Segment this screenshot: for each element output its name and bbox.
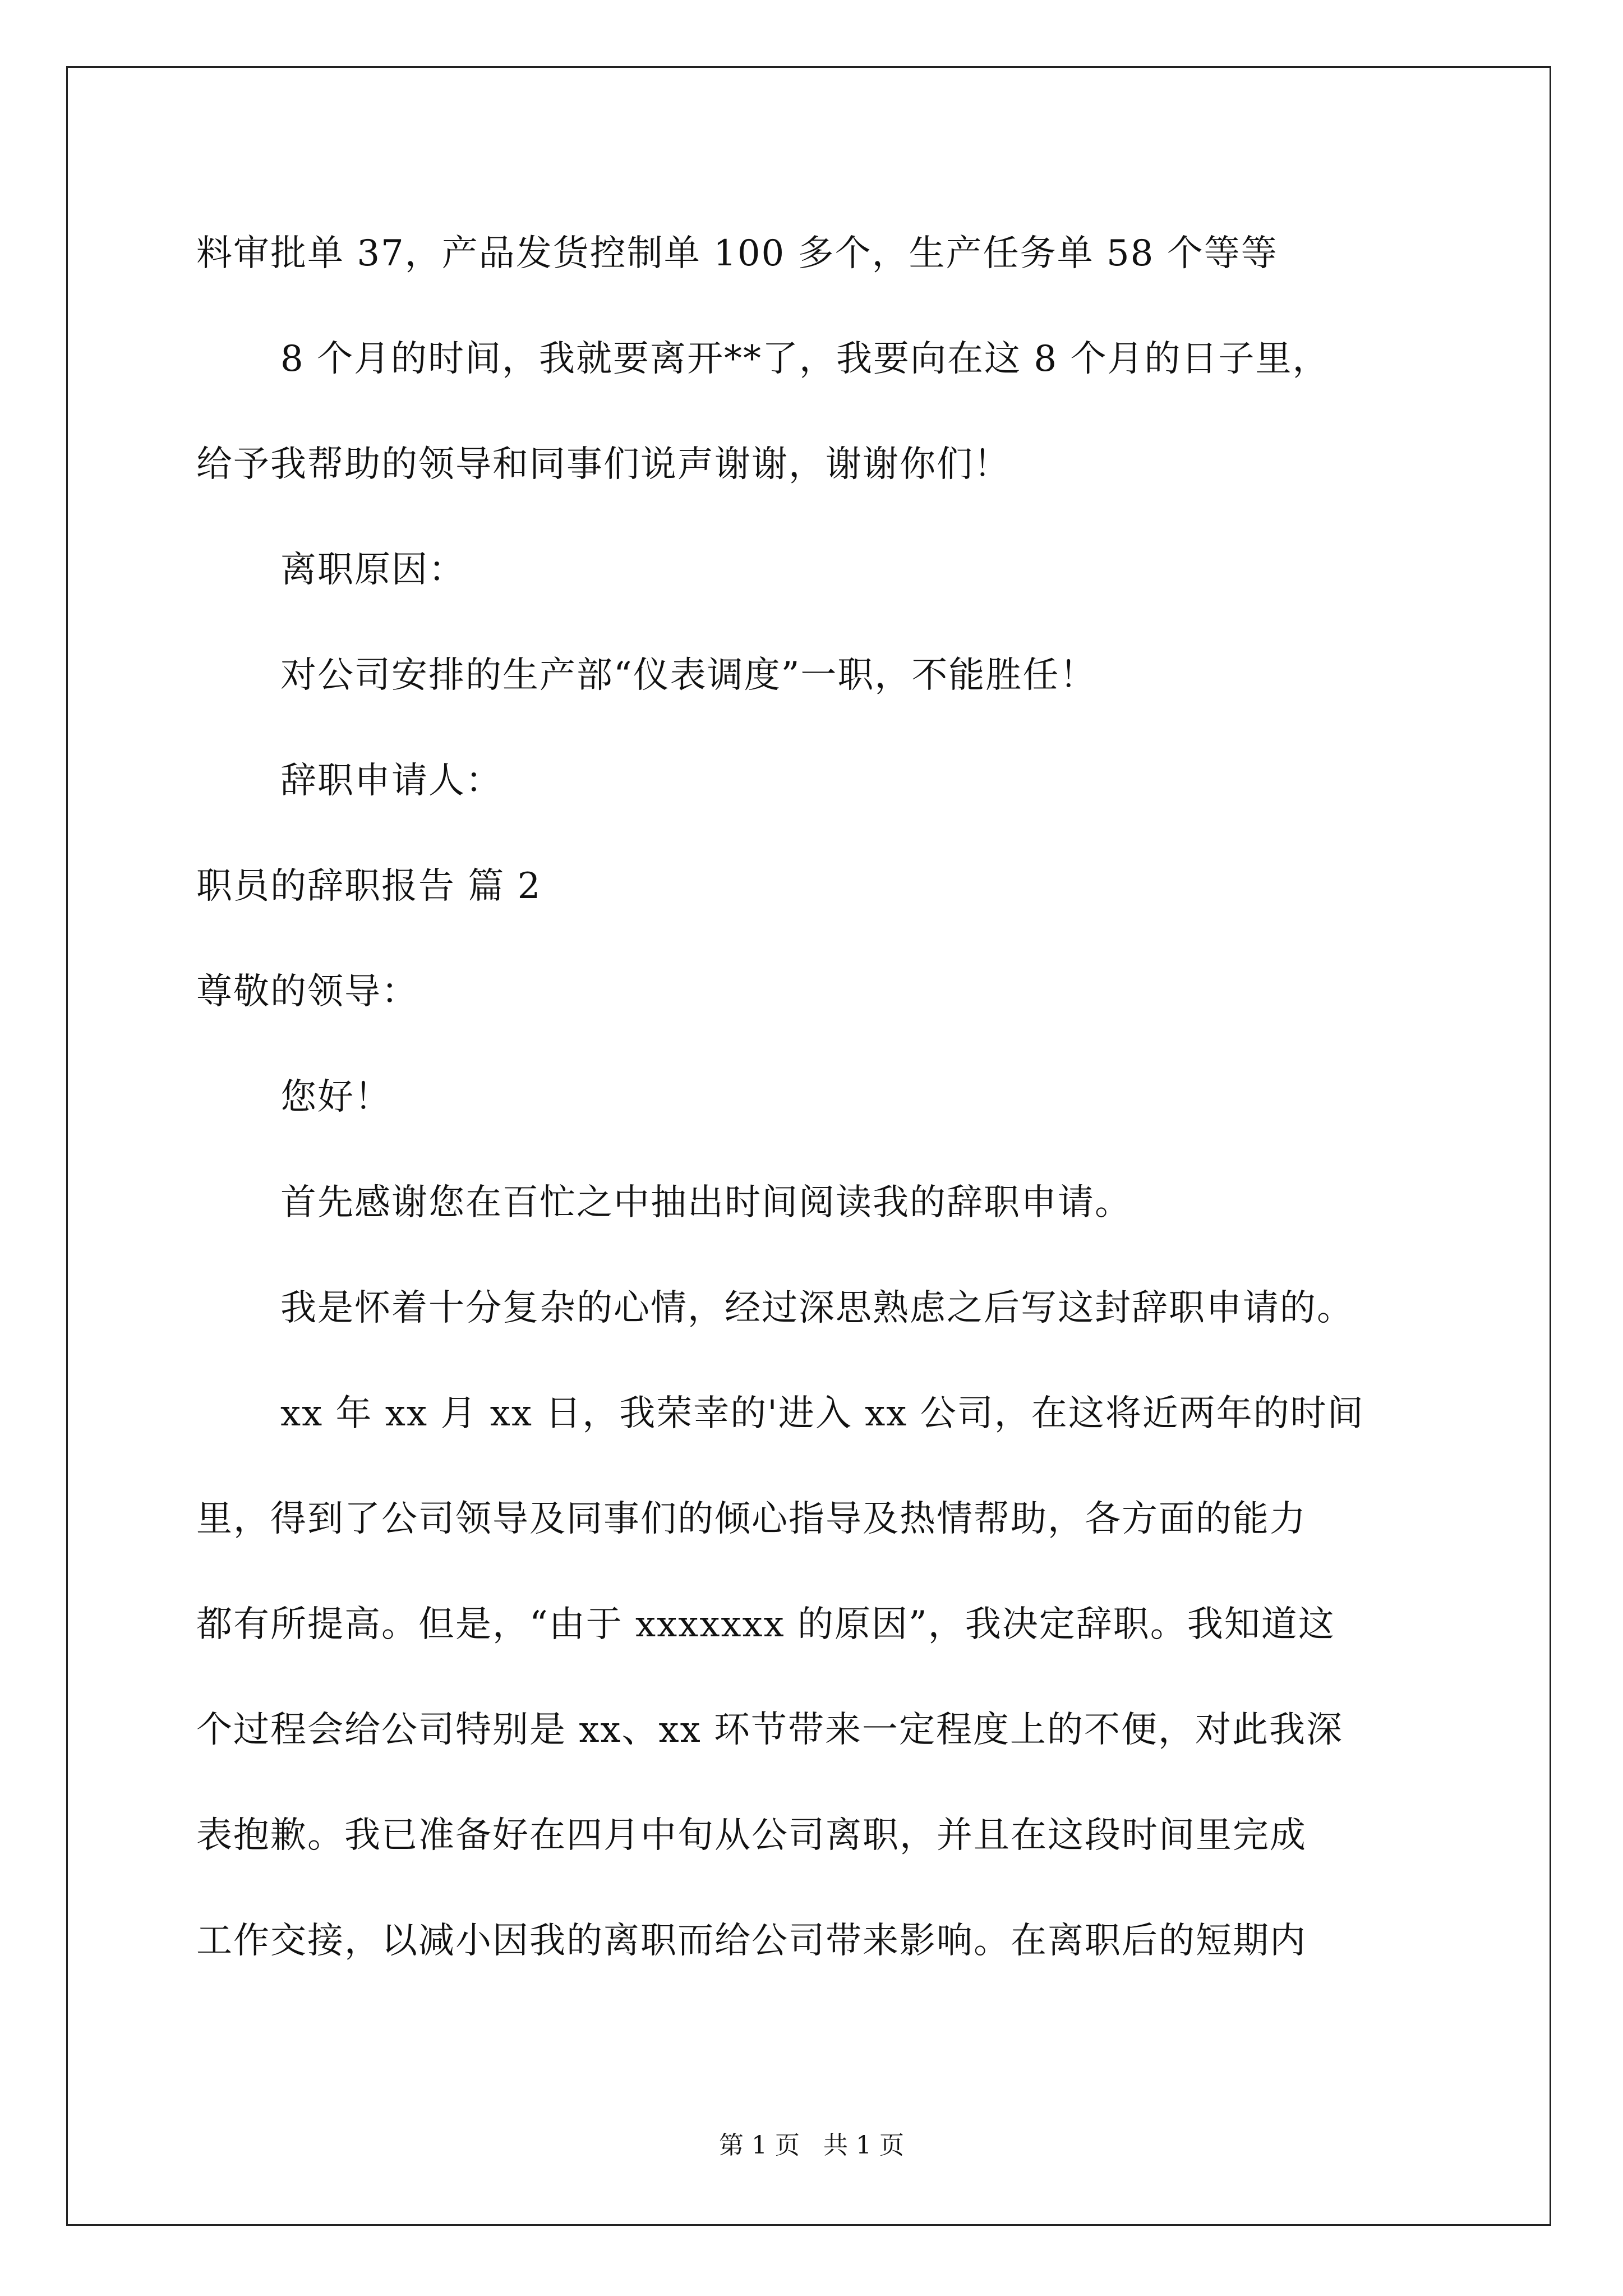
body-line: 对公司安排的生产部“仪表调度”一职，不能胜任！ — [280, 655, 1097, 696]
body-line: 个过程会给公司特别是 xx、xx 环节带来一定程度上的不便，对此我深 — [196, 1709, 1344, 1751]
section-label: 离职原因： — [280, 549, 465, 591]
signature-label: 辞职申请人： — [280, 760, 502, 802]
body-line: 给予我帮助的领导和同事们说声谢谢，谢谢你们！ — [196, 444, 1011, 485]
body-line: 工作交接，以减小因我的离职而给公司带来影响。在离职后的短期内 — [196, 1920, 1307, 1962]
body-line: 里，得到了公司领导及同事们的倾心指导及热情帮助，各方面的能力 — [196, 1498, 1307, 1540]
body-line: xx 年 xx 月 xx 日，我荣幸的'进入 xx 公司，在这将近两年的时间 — [280, 1393, 1364, 1434]
body-line: 表抱歉。我已准备好在四月中旬从公司离职，并且在这段时间里完成 — [196, 1815, 1307, 1856]
body-line: 料审批单 37，产品发货控制单 100 多个，生产任务单 58 个等等 — [196, 233, 1278, 274]
greeting: 您好！ — [280, 1076, 391, 1118]
body-line: 我是怀着十分复杂的心情，经过深思熟虑之后写这封辞职申请的。 — [280, 1287, 1354, 1329]
body-line: 都有所提高。但是，“由于 xxxxxxx 的原因”，我决定辞职。我知道这 — [196, 1604, 1335, 1645]
page-footer: 第 1 页 共 1 页 — [719, 2131, 904, 2160]
body-line: 首先感谢您在百忙之中抽出时间阅读我的辞职申请。 — [280, 1182, 1132, 1223]
salutation: 尊敬的领导： — [196, 971, 418, 1013]
body-line: 8 个月的时间，我就要离开**了，我要向在这 8 个月的日子里， — [280, 338, 1330, 380]
page-border — [66, 66, 1551, 2226]
section-heading: 职员的辞职报告 篇 2 — [196, 866, 542, 907]
